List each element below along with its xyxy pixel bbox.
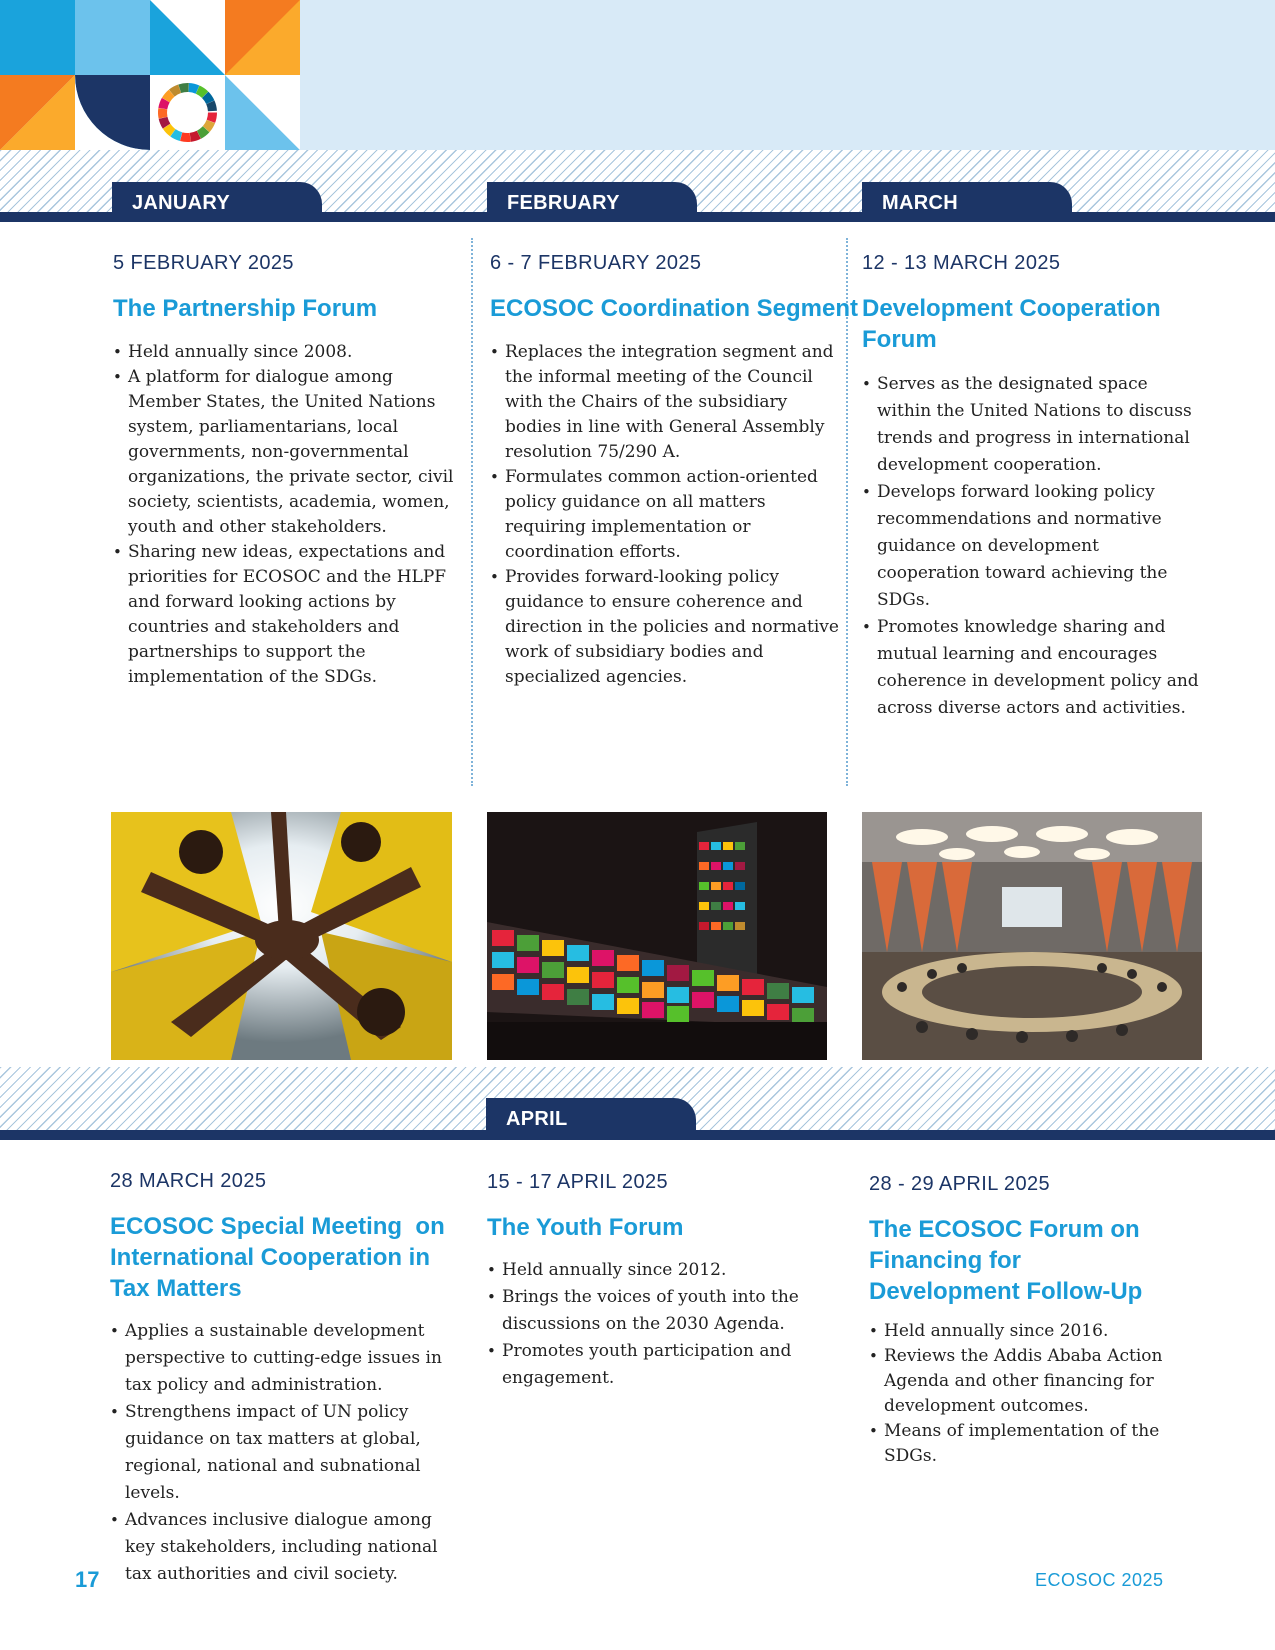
tile-sky <box>75 0 150 75</box>
column-divider <box>471 238 473 786</box>
event-bullet-list <box>869 1319 1169 1469</box>
list-item: • Held annually since 2012. <box>487 1257 807 1284</box>
event-coordination-segment <box>490 252 859 690</box>
list-item: • Formulates common action-oriented policy guidance on all matters requiring implementation or coordination efforts. <box>490 465 840 565</box>
list-item: • Promotes knowledge sharing and mutual learning and encourages coherence in development policy and across diverse actors and activities. <box>862 614 1202 722</box>
event-date: 12 - 13 MARCH 2025 <box>862 252 1061 274</box>
event-bullet-list <box>490 340 840 690</box>
list-item: • Advances inclusive dialogue among key stakeholders, including national tax authorities and civil society. <box>110 1507 460 1588</box>
list-item: • Brings the voices of youth into the discussions on the 2030 Agenda. <box>487 1284 807 1338</box>
event-date: 28 MARCH 2025 <box>110 1170 267 1192</box>
event-title: ECOSOC Coordination Segment <box>490 295 859 322</box>
tile-quarter-circle <box>75 75 150 150</box>
event-date: 15 - 17 APRIL 2025 <box>487 1171 669 1193</box>
photo-hands-together <box>111 812 452 1060</box>
tile-triangle-sky <box>225 75 300 150</box>
list-item: • Serves as the designated space within the United Nations to discuss trends and progress in international development cooperation. <box>862 371 1202 479</box>
event-title: The Youth Forum <box>487 1214 684 1241</box>
page-number: 17 <box>75 1567 100 1592</box>
tile-triangle-blue <box>150 0 225 75</box>
list-item: • Develops forward looking policy recommendations and normative guidance on development cooperation toward achieving the SDGs. <box>862 479 1202 614</box>
event-tax-matters-special-meeting <box>110 1170 460 1588</box>
list-item: • Means of implementation of the SDGs. <box>869 1419 1169 1469</box>
list-item: • Strengthens impact of UN policy guidance on tax matters at global, regional, national and subnational levels. <box>110 1399 460 1507</box>
list-item: • Held annually since 2016. <box>869 1319 1169 1344</box>
event-title: The Partnership Forum <box>113 295 378 322</box>
event-youth-forum <box>487 1171 807 1392</box>
event-bullet-list <box>487 1257 807 1392</box>
month-tab-january: JANUARY <box>112 182 322 222</box>
list-item: • Promotes youth participation and engagement. <box>487 1338 807 1392</box>
event-title: ECOSOC Special Meeting on International Cooperation in Tax Matters <box>110 1213 452 1302</box>
event-ffd-forum <box>869 1173 1169 1469</box>
list-item: • A platform for dialogue among Member States, the United Nations system, parliamentarians, local governments, non-governmental organizations, the private sector, civil society, scientists, academia, women, youth and other stakeholders. <box>113 365 458 540</box>
decorative-logo-grid <box>0 0 300 150</box>
event-title: The ECOSOC Forum on Financing for Development Follow-Up <box>869 1216 1143 1305</box>
list-item: • Applies a sustainable development perspective to cutting-edge issues in tax policy and administration. <box>110 1318 460 1399</box>
tile-triangle-orange-2 <box>0 75 75 150</box>
footer-brand: ECOSOC 2025 <box>1035 1570 1164 1590</box>
month-tab-april: APRIL <box>486 1098 696 1138</box>
month-tab-march: MARCH <box>862 182 1072 222</box>
sdg-color-wheel-icon <box>150 75 225 150</box>
tile-blue <box>0 0 75 75</box>
event-bullet-list <box>862 371 1202 722</box>
list-item: • Replaces the integration segment and the informal meeting of the Council with the Chairs of the subsidiary bodies in line with General Assembly resolution 75/290 A. <box>490 340 840 465</box>
event-partnership-forum <box>113 252 458 690</box>
event-bullet-list <box>110 1318 460 1588</box>
event-date: 28 - 29 APRIL 2025 <box>869 1173 1051 1195</box>
list-item: • Held annually since 2008. <box>113 340 458 365</box>
event-development-cooperation-forum <box>862 252 1202 722</box>
list-item: • Provides forward-looking policy guidance to ensure coherence and direction in the policies and normative work of subsidiary bodies and specialized agencies. <box>490 565 840 690</box>
photo-un-headquarters-sdg-projection <box>487 812 827 1060</box>
event-title: Development Cooperation Forum <box>862 295 1161 353</box>
photo-ecosoc-chamber-meeting <box>862 812 1202 1060</box>
event-date: 5 FEBRUARY 2025 <box>113 252 294 274</box>
event-bullet-list <box>113 340 458 690</box>
event-date: 6 - 7 FEBRUARY 2025 <box>490 252 702 274</box>
month-tab-february: FEBRUARY <box>487 182 697 222</box>
list-item: • Reviews the Addis Ababa Action Agenda and other financing for development outcomes. <box>869 1344 1169 1419</box>
tile-triangle-orange <box>225 0 300 75</box>
list-item: • Sharing new ideas, expectations and priorities for ECOSOC and the HLPF and forward looking actions by countries and stakeholders and partnerships to support the implementation of the SDGs. <box>113 540 458 690</box>
